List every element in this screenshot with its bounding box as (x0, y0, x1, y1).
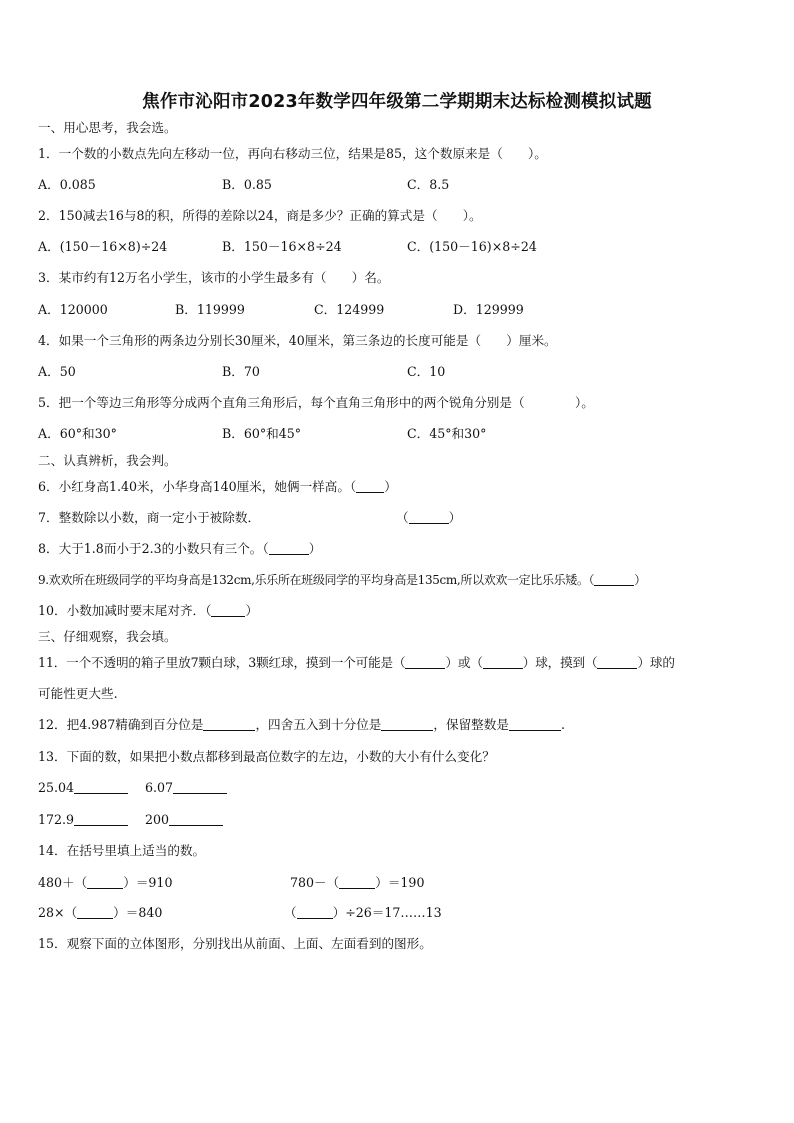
q11-part1: 11．一个不透明的箱子里放7颗白球，3颗红球，摸到一个可能是（ (38, 655, 406, 670)
q14-eq1-right: ）＝910 (123, 875, 173, 890)
question-5: 5．把一个等边三角形等分成两个直角三角形后，每个直角三角形中的两个锐角分别是（ ）。 (38, 395, 594, 410)
q14-eq3-right: ）＝840 (113, 905, 163, 920)
q14-equation-4 (284, 905, 442, 921)
q14-blank-1[interactable] (87, 876, 123, 889)
q11-part4: ）球的 (637, 655, 675, 670)
q13-number-3: 172.9 (38, 812, 75, 827)
q14-eq2-left: 780－（ (290, 875, 340, 890)
question-2: 2．150减去16与8的积，所得的差除以24，商是多少？正确的算式是（ ）。 (38, 208, 482, 223)
q6-paren-close: ） (384, 479, 397, 494)
q5-option-a[interactable]: A．60°和30° (38, 426, 117, 441)
q13-item-3 (38, 812, 128, 828)
q12-blank-1[interactable] (203, 718, 255, 731)
q9-answer-blank[interactable] (594, 573, 634, 586)
question-15: 15．观察下面的立体图形，分别找出从前面、上面、左面看到的图形。 (38, 936, 432, 951)
q3-option-b[interactable]: B．119999 (175, 302, 245, 317)
q14-equation-2 (290, 875, 424, 891)
q2-option-c[interactable]: C．(150－16)×8÷24 (407, 239, 537, 254)
q8-text: 8．大于1.8而小于2.3的小数只有三个。（ (38, 541, 269, 556)
q10-answer-blank[interactable] (211, 604, 245, 617)
q11-part2: ）或（ (445, 655, 483, 670)
q7-paren-close: ） (448, 510, 462, 525)
q4-option-b[interactable]: B．70 (222, 364, 260, 379)
q2-option-b[interactable]: B．150－16×8÷24 (222, 239, 342, 254)
q13-number-2: 6.07 (145, 780, 174, 795)
q12-blank-2[interactable] (381, 718, 433, 731)
q3-option-c[interactable]: C．124999 (314, 302, 385, 317)
q13-item-1 (38, 780, 128, 796)
q14-eq2-right: ）＝190 (375, 875, 425, 890)
q7-paren-open: （ (396, 510, 409, 525)
question-12 (38, 717, 565, 733)
q13-number-1: 25.04 (38, 780, 75, 795)
q3-option-a[interactable]: A．120000 (38, 302, 108, 317)
q5-option-c[interactable]: C．45°和30° (407, 426, 487, 441)
q6-text: 6．小红身高1.40米，小华身高140厘米，她俩一样高。（ (38, 479, 357, 494)
q4-option-a[interactable]: A．50 (38, 364, 76, 379)
q12-part3: ，保留整数是 (433, 717, 509, 732)
q13-blank-2[interactable] (173, 781, 227, 794)
q12-blank-3[interactable] (509, 718, 561, 731)
question-14: 14．在括号里填上适当的数。 (38, 843, 206, 858)
q11-blank-2[interactable] (483, 656, 523, 669)
section-1-heading: 一、用心思考，我会选。 (38, 120, 177, 135)
q7-answer (396, 510, 461, 526)
q3-option-d[interactable]: D．129999 (453, 302, 524, 317)
q7-answer-blank[interactable] (409, 511, 449, 524)
q13-number-4: 200 (145, 812, 170, 827)
q9-text: 9.欢欢所在班级同学的平均身高是132cm,乐乐所在班级同学的平均身高是135cm,所以欢欢一定比乐乐矮。（ (38, 573, 595, 587)
question-4: 4．如果一个三角形的两条边分别长30厘米，40厘米，第三条边的长度可能是（ ）厘米。 (38, 333, 557, 348)
q14-eq1-left: 480＋（ (38, 875, 88, 890)
q10-paren-close: ） (245, 603, 259, 618)
q14-eq3-left: 28×（ (38, 905, 78, 920)
q1-option-a[interactable]: A．0.085 (38, 177, 96, 192)
q5-option-b[interactable]: B．60°和45° (222, 426, 302, 441)
section-3-heading: 三、仔细观察，我会填。 (38, 629, 177, 644)
q13-item-2 (145, 780, 227, 796)
q13-item-4 (145, 812, 223, 828)
q10-text: 10．小数加减时要末尾对齐．（ (38, 603, 212, 618)
question-10 (38, 603, 258, 619)
q13-blank-3[interactable] (74, 813, 128, 826)
q14-eq4-right: ）÷26＝17……13 (332, 905, 442, 920)
q11-part3: ）球，摸到（ (522, 655, 598, 670)
question-13: 13．下面的数，如果把小数点都移到最高位数字的左边，小数的大小有什么变化？ (38, 749, 495, 764)
q1-option-c[interactable]: C．8.5 (407, 177, 450, 192)
q14-eq4-left: （ (284, 905, 297, 920)
question-7: 7．整数除以小数，商一定小于被除数． (38, 510, 261, 525)
q14-blank-4[interactable] (297, 906, 333, 919)
q12-part2: ，四舍五入到十分位是 (255, 717, 382, 732)
q11-blank-3[interactable] (597, 656, 637, 669)
q14-equation-1 (38, 875, 172, 891)
question-11 (38, 655, 675, 671)
q12-part1: 12．把4.987精确到百分位是 (38, 717, 204, 732)
question-9 (38, 572, 646, 588)
q14-equation-3 (38, 905, 162, 921)
question-3: 3．某市约有12万名小学生，该市的小学生最多有（ ）名。 (38, 270, 390, 285)
q8-answer-blank[interactable] (269, 542, 309, 555)
section-2-heading: 二、认真辨析，我会判。 (38, 453, 177, 468)
q2-option-a[interactable]: A．(150－16×8)÷24 (38, 239, 168, 254)
question-8 (38, 541, 321, 557)
q1-option-b[interactable]: B．0.85 (222, 177, 272, 192)
q4-option-c[interactable]: C．10 (407, 364, 446, 379)
question-1: 1．一个数的小数点先向左移动一位，再向右移动三位，结果是85，这个数原来是（ ）。 (38, 146, 547, 161)
page-title: 焦作市沁阳市2023年数学四年级第二学期期末达标检测模拟试题 (142, 92, 652, 112)
q13-blank-4[interactable] (169, 813, 223, 826)
question-11-line-2: 可能性更大些. (38, 686, 118, 701)
q9-paren-close: ） (634, 573, 646, 587)
q8-paren-close: ） (308, 541, 322, 556)
q14-blank-3[interactable] (77, 906, 113, 919)
q11-blank-1[interactable] (405, 656, 445, 669)
q6-answer-blank[interactable] (356, 480, 384, 493)
q12-part4: . (560, 717, 565, 732)
q14-blank-2[interactable] (339, 876, 375, 889)
q13-blank-1[interactable] (74, 781, 128, 794)
question-6 (38, 479, 397, 495)
